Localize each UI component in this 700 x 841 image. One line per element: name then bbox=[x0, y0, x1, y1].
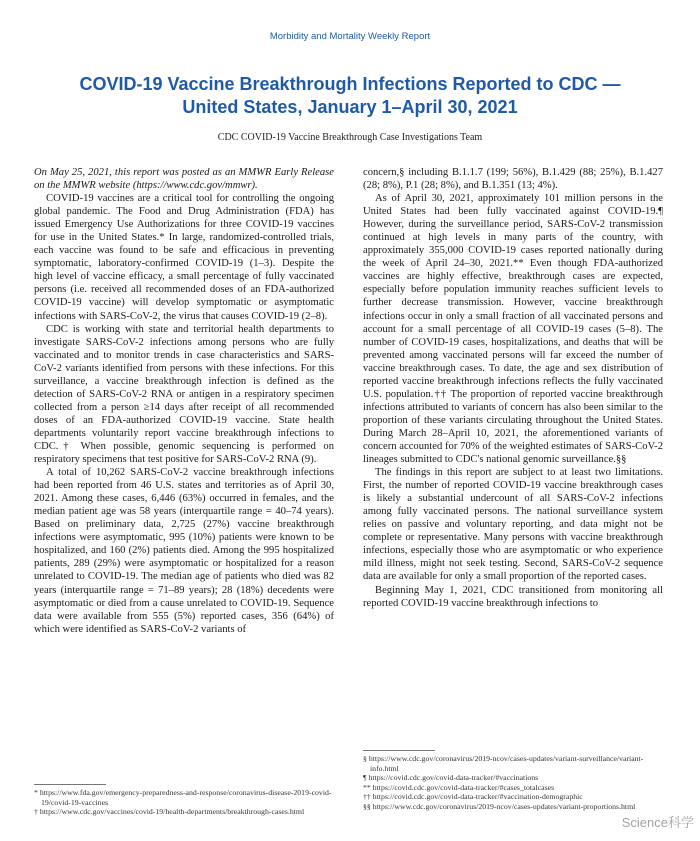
footnote: † https://www.cdc.gov/vaccines/covid-19/health-departments/breakthrough-cases.html bbox=[34, 807, 305, 817]
footnote: § https://www.cdc.gov/coronavirus/2019-ncov/cases-updates/variant-surveillance/variant-info.html bbox=[363, 754, 644, 773]
author-line: CDC COVID-19 Vaccine Breakthrough Case Investigations Team bbox=[217, 132, 483, 143]
left-column bbox=[34, 166, 334, 636]
title-line-2: United States, January 1–April 30, 2021 bbox=[182, 97, 518, 117]
footnote-divider bbox=[34, 784, 106, 785]
paragraph: concern,§ including B.1.1.7 (199; 56%), B.1.429 (88; 25%), B.1.427 (28; 8%), P.1 (28; 8%), and B.1.351 (13; 4%). bbox=[363, 167, 663, 192]
paragraph: As of April 30, 2021, approximately 101 million persons in the United States had been fully vaccinated against COVID-19.¶ However, during the surveillance period, SARS-CoV-2 transmission continued at high levels in many parts of the country, with approximately 355,000 COVID-19 cases reported nationally during the week of April 24–30, 2021.** Even though FDA-authorized vaccines are highly effective, breakthrough cases are expected, especially before population immunity reaches sufficient levels to further decrease transmission. However, vaccine breakthrough infections occur in only a small fraction of all vaccinated persons and account for a small percentage of all COVID-19 cases (5–8). The number of COVID-19 cases, hospitalizations, and deaths that will be prevented among vaccinated persons will far exceed the number of vaccine breakthrough cases. To date, the age and sex distribution of reported vaccine breakthrough infections reflects the fully vaccinated U.S. population.†† The proportion of reported vaccine breakthrough infections attributed to variants of concern has also been similar to the proportion of these variants circulating throughout the United States. During March 28–April 10, 2021, the aforementioned variants of concern accounted for 70% of the weighted estimates of SARS-CoV-2 lineages submitted to CDC's national genomic surveillance.§§ bbox=[363, 193, 663, 466]
journal-header: Morbidity and Mortality Weekly Report bbox=[269, 31, 431, 42]
paragraph: COVID-19 vaccines are a critical tool for controlling the ongoing global pandemic. The Food and Drug Administration (FDA) has issued Emergency Use Authorizations for three COVID-19 vaccines for use in the United States.* In large, randomized-controlled trials, each vaccine was found to be safe and efficacious in preventing symptomatic, laboratory-confirmed COVID-19 (1–3). Despite the high level of vaccine efficacy, a small percentage of fully vaccinated persons (i.e. received all recommended doses of an FDA-authorized COVID-19 vaccine) will develop symptomatic or asymptomatic infections with SARS-CoV-2, the virus that causes COVID-19 (2–8). bbox=[34, 193, 334, 322]
footnote: ¶ https://covid.cdc.gov/covid-data-tracker/#vaccinations bbox=[363, 773, 539, 783]
footnote-divider bbox=[363, 750, 435, 751]
footnotes-right bbox=[363, 754, 663, 812]
watermark: Science科学 bbox=[621, 815, 694, 830]
paragraph: The findings in this report are subject to at least two limitations. First, the number of reported COVID-19 vaccine breakthrough cases is likely a substantial undercount of all SARS-CoV-2 infections among fully vaccinated persons. The national surveillance system relies on passive and voluntary reporting, and data might not be complete or representative. Many persons with vaccine breakthrough infections, especially those who are asymptomatic or who experience mild illness, might not seek testing. Second, SARS-CoV-2 sequence data are available for only a small proportion of the reported cases. bbox=[363, 467, 663, 583]
right-column bbox=[363, 166, 663, 610]
paragraph: Beginning May 1, 2021, CDC transitioned from monitoring all reported COVID-19 vaccine breakthrough infections to bbox=[363, 584, 663, 609]
footnote: * https://www.fda.gov/emergency-preparedness-and-response/coronavirus-disease-2019-covid-19/covid-19-vaccines bbox=[34, 788, 332, 807]
paragraph: A total of 10,262 SARS-CoV-2 vaccine breakthrough infections had been reported from 46 U.S. states and territories as of April 30, 2021. Among these cases, 6,446 (63%) occurred in females, and the median patient age was 58 years (interquartile range = 40–74 years). Based on preliminary data, 2,725 (27%) vaccine breakthrough infections were asymptomatic, 995 (10%) patients were known to be hospitalized, and 160 (2%) patients died. Among the 995 hospitalized patients, 289 (29%) were asymptomatic or hospitalized for a reason unrelated to COVID-19. The median age of patients who died was 82 years (interquartile range = 71–89 years); 28 (18%) decedents were asymptomatic or died from a cause unrelated to COVID-19. Sequence data were available from 555 (5%) reported cases, 356 (64%) of which were identified as SARS-CoV-2 variants of bbox=[34, 467, 334, 635]
footnote: §§ https://www.cdc.gov/coronavirus/2019-ncov/cases-updates/variant-proportions.html bbox=[363, 801, 636, 811]
footnote: †† https://covid.cdc.gov/covid-data-tracker/#vaccination-demographic bbox=[363, 792, 583, 802]
footnotes-left bbox=[34, 788, 334, 817]
paragraph-intro-note: On May 25, 2021, this report was posted as an MMWR Early Release on the MMWR website (https://www.cdc.gov/mmwr). bbox=[34, 167, 334, 192]
footnote: ** https://covid.cdc.gov/covid-data-tracker/#cases_totalcases bbox=[363, 782, 555, 792]
title-line-1: COVID-19 Vaccine Breakthrough Infections Reported to CDC — bbox=[79, 74, 621, 94]
paragraph: CDC is working with state and territorial health departments to investigate SARS-CoV-2 infections among persons who are fully vaccinated and to monitor trends in case characteristics and SARS-CoV-2 variants identified from persons with these infections. For this surveillance, a vaccine breakthrough infection is defined as the detection of SARS-CoV-2 RNA or antigen in a respiratory specimen collected from a person ≥14 days after receipt of all recommended doses of an FDA-authorized COVID-19 vaccine. State health departments voluntarily report vaccine breakthrough infections to CDC.† When possible, genomic sequencing is performed on respiratory specimens that test positive for SARS-CoV-2 RNA (9). bbox=[34, 323, 334, 466]
article-title bbox=[40, 73, 660, 119]
